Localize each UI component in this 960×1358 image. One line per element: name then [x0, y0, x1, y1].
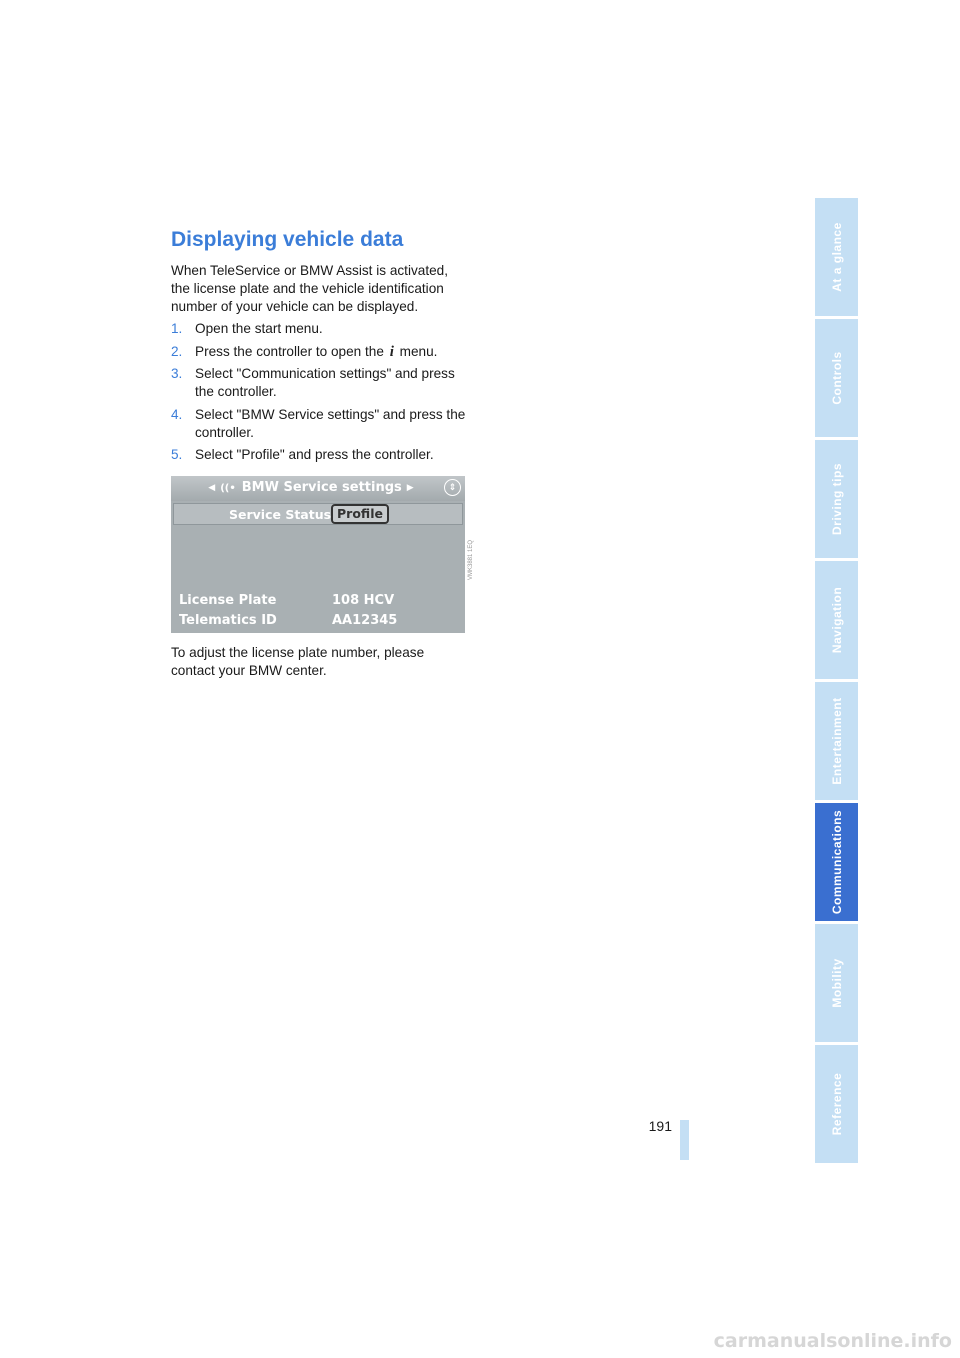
step-text: Select "BMW Service settings" and press the controller. — [195, 406, 466, 440]
arrow-right-icon: ▶ — [406, 483, 414, 493]
step-number: 3. — [171, 366, 183, 381]
signal-icon: ((• — [220, 483, 236, 494]
step-item — [171, 446, 467, 464]
chapter-tab-mobility[interactable]: Mobility — [815, 924, 858, 1042]
chapter-tab-navigation[interactable]: Navigation — [815, 561, 858, 679]
step-item — [171, 406, 467, 442]
step-text: Select "Profile" and press the controller. — [195, 447, 434, 462]
step-number: 4. — [171, 406, 183, 422]
intro-paragraph: When TeleService or BMW Assist is activated, the license plate and the vehicle identification number of your vehicle can be displayed. — [171, 263, 449, 314]
info-icon: i — [389, 343, 394, 360]
tab-service-status[interactable]: Service Status — [229, 507, 332, 522]
idrive-screen — [171, 476, 465, 633]
chapter-tab-communications[interactable]: Communications — [815, 803, 858, 921]
chapter-tab-driving-tips[interactable]: Driving tips — [815, 440, 858, 558]
step-number: 5. — [171, 447, 183, 462]
chapter-tabs — [815, 198, 858, 1166]
scroll-icon[interactable]: ⇕ — [444, 479, 461, 496]
tab-bar — [173, 503, 463, 525]
section-heading: Displaying vehicle data — [171, 228, 404, 251]
telematics-id-value: AA12345 — [332, 613, 398, 628]
step-item — [171, 343, 467, 361]
chapter-tab-entertainment[interactable]: Entertainment — [815, 682, 858, 800]
step-item — [171, 320, 467, 338]
page-marker — [680, 1120, 689, 1160]
tab-profile[interactable]: Profile — [331, 504, 389, 524]
page-number: 191 — [648, 1118, 672, 1134]
watermark: carmanualsonline.info — [713, 1330, 952, 1352]
step-text: Press the controller to open the — [195, 343, 384, 359]
license-plate-row — [179, 593, 395, 608]
step-number: 1. — [171, 321, 183, 336]
chapter-tab-reference[interactable]: Reference — [815, 1045, 858, 1163]
step-text: menu. — [399, 343, 438, 359]
telematics-id-row — [179, 613, 398, 628]
chapter-tab-controls[interactable]: Controls — [815, 319, 858, 437]
telematics-id-label: Telematics ID — [179, 613, 277, 628]
screen-title: ◀ ((• BMW Service settings ▶ — [208, 480, 414, 495]
image-code: VMK3881 1EQ — [468, 539, 474, 580]
license-plate-value: 108 HCV — [332, 593, 395, 608]
outro-paragraph: To adjust the license plate number, please contact your BMW center. — [171, 645, 425, 678]
arrow-left-icon: ◀ — [208, 483, 216, 493]
screen-title-bar — [171, 476, 465, 501]
step-text: Open the start menu. — [195, 321, 323, 336]
license-plate-label: License Plate — [179, 593, 277, 608]
steps-list — [171, 320, 467, 469]
step-item — [171, 365, 467, 401]
chapter-tab-at-a-glance[interactable]: At a glance — [815, 198, 858, 316]
step-number: 2. — [171, 343, 183, 359]
step-text: Select "Communication settings" and press the controller. — [195, 366, 455, 399]
